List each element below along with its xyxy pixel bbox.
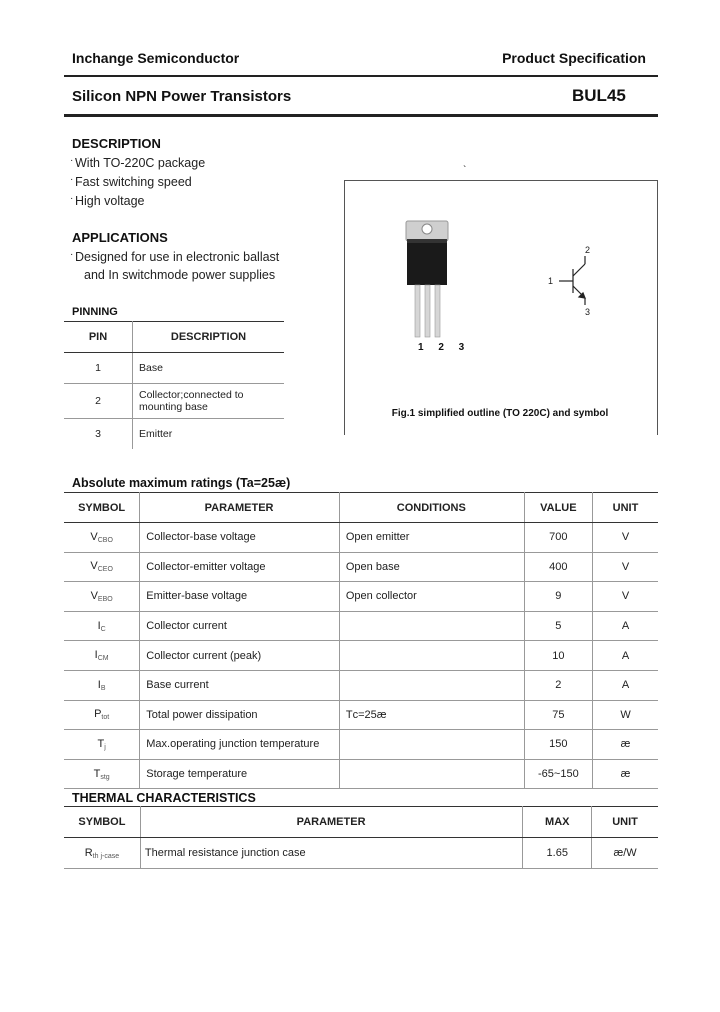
column-header: CONDITIONS: [339, 493, 524, 523]
symbol-pin-1-label: 1: [548, 276, 554, 286]
description-item: · With TO-220C package: [70, 155, 206, 170]
pin-number: 1: [64, 353, 133, 384]
symbol-pin-2-label: 2: [585, 245, 591, 255]
value-cell: 2: [524, 670, 592, 700]
parameter-cell: Collector-emitter voltage: [140, 552, 340, 582]
table-row: [64, 353, 284, 384]
npn-symbol-icon: [559, 256, 585, 305]
pinning-heading: PINNING: [72, 306, 118, 318]
applications-heading: APPLICATIONS: [72, 230, 168, 245]
value-cell: 9: [524, 582, 592, 612]
unit-cell: V: [593, 552, 658, 582]
description-item: · Fast switching speed: [70, 174, 192, 189]
application-item: · Designed for use in electronic ballast: [70, 249, 280, 264]
column-header: UNIT: [593, 493, 658, 523]
parameter-cell: Storage temperature: [140, 759, 340, 789]
column-header: SYMBOL: [64, 493, 140, 523]
conditions-cell: Open base: [339, 552, 524, 582]
pinning-table: [64, 321, 284, 449]
symbol-cell: $V_{CEO}$: [64, 552, 140, 582]
table-row: [64, 523, 658, 553]
parameter-cell: Total power dissipation: [140, 700, 340, 730]
figure-box: [344, 180, 658, 435]
company-name: Inchange Semiconductor: [72, 50, 240, 66]
unit-cell: A: [593, 611, 658, 641]
column-header: PARAMETER: [140, 493, 340, 523]
column-header: UNIT: [592, 807, 658, 838]
part-number: BUL45: [572, 86, 626, 105]
conditions-cell: [339, 759, 524, 789]
pin-description: Emitter: [139, 428, 173, 440]
pin-number: 2: [64, 384, 133, 419]
unit-cell: A: [593, 670, 658, 700]
column-header: DESCRIPTION: [133, 322, 285, 353]
table-row: [64, 641, 658, 671]
transistor-figure: [345, 181, 657, 435]
table-header-row: [64, 493, 658, 523]
value-cell: 5: [524, 611, 592, 641]
symbol-pin-3-label: 3: [585, 307, 591, 317]
symbol-cell: $I_C$: [64, 611, 140, 641]
table-row: [64, 759, 658, 789]
symbol-cell: $T_{stg}$: [64, 759, 140, 789]
value-cell: 700: [524, 523, 592, 553]
conditions-cell: Tᴄ=25æ: [339, 700, 524, 730]
table-header-row: [64, 322, 284, 353]
column-header: PARAMETER: [140, 807, 523, 838]
pin-number: 3: [64, 419, 133, 450]
conditions-cell: [339, 670, 524, 700]
to220-package-icon: [406, 221, 448, 337]
table-row: [64, 611, 658, 641]
value-cell: 150: [524, 730, 592, 760]
table-row: [64, 700, 658, 730]
table-header-row: [64, 807, 658, 838]
header-divider: [64, 75, 658, 77]
parameter-cell: Collector current (peak): [140, 641, 340, 671]
symbol-cell: $V_{CBO}$: [64, 523, 140, 553]
pin-description: Collector;connected to mounting base: [133, 384, 285, 419]
description-item: · High voltage: [70, 193, 145, 208]
parameter-cell: Max.operating junction temperature: [140, 730, 340, 760]
value-cell: 75: [524, 700, 592, 730]
max-cell: 1.65: [523, 838, 592, 869]
title-divider: [64, 114, 658, 117]
parameter-cell: Base current: [140, 670, 340, 700]
symbol-cell: $R_{th j-case}$: [64, 838, 140, 869]
symbol-cell: $V_{EBO}$: [64, 582, 140, 612]
description-heading: DESCRIPTION: [72, 136, 161, 151]
thermal-heading: THERMAL CHARACTERISTICS: [72, 791, 256, 805]
unit-cell: V: [593, 523, 658, 553]
conditions-cell: [339, 611, 524, 641]
parameter-cell: Collector-base voltage: [140, 523, 340, 553]
abs-max-heading: Absolute maximum ratings (Ta=25æ): [72, 476, 291, 490]
table-row: [64, 670, 658, 700]
table-row: [64, 838, 658, 869]
column-header: MAX: [523, 807, 592, 838]
column-header: PIN: [64, 322, 133, 353]
table-row: [64, 384, 284, 419]
parameter-cell: Collector current: [140, 611, 340, 641]
table-row: [64, 419, 284, 450]
unit-cell: æ: [593, 730, 658, 760]
table-row: [64, 582, 658, 612]
figure-tick-mark: `: [463, 165, 467, 176]
parameter-cell: Thermal resistance junction case: [140, 838, 523, 869]
value-cell: 10: [524, 641, 592, 671]
unit-cell: V: [593, 582, 658, 612]
conditions-cell: Open emitter: [339, 523, 524, 553]
unit-cell: W: [593, 700, 658, 730]
symbol-cell: $P_{tot}$: [64, 700, 140, 730]
unit-cell: æ/W: [592, 838, 658, 869]
value-cell: -65~150: [524, 759, 592, 789]
abs-max-table: [64, 492, 658, 789]
product-subtitle: Silicon NPN Power Transistors: [72, 88, 292, 105]
value-cell: 400: [524, 552, 592, 582]
conditions-cell: [339, 730, 524, 760]
conditions-cell: Open collector: [339, 582, 524, 612]
conditions-cell: [339, 641, 524, 671]
symbol-cell: $T_j$: [64, 730, 140, 760]
symbol-cell: $I_{CM}$: [64, 641, 140, 671]
table-row: [64, 552, 658, 582]
column-header: SYMBOL: [64, 807, 140, 838]
symbol-cell: $I_B$: [64, 670, 140, 700]
document-type: Product Specification: [502, 50, 646, 66]
table-row: [64, 730, 658, 760]
unit-cell: æ: [593, 759, 658, 789]
parameter-cell: Emitter-base voltage: [140, 582, 340, 612]
figure-caption: Fig.1 simplified outline (TO 220C) and symbol: [391, 408, 609, 419]
unit-cell: A: [593, 641, 658, 671]
package-pin-numbers: 1 2 3: [418, 342, 471, 353]
application-item-continuation: and In switchmode power supplies: [84, 268, 276, 282]
column-header: VALUE: [524, 493, 592, 523]
thermal-table: [64, 806, 658, 869]
pin-description: Base: [133, 353, 285, 384]
